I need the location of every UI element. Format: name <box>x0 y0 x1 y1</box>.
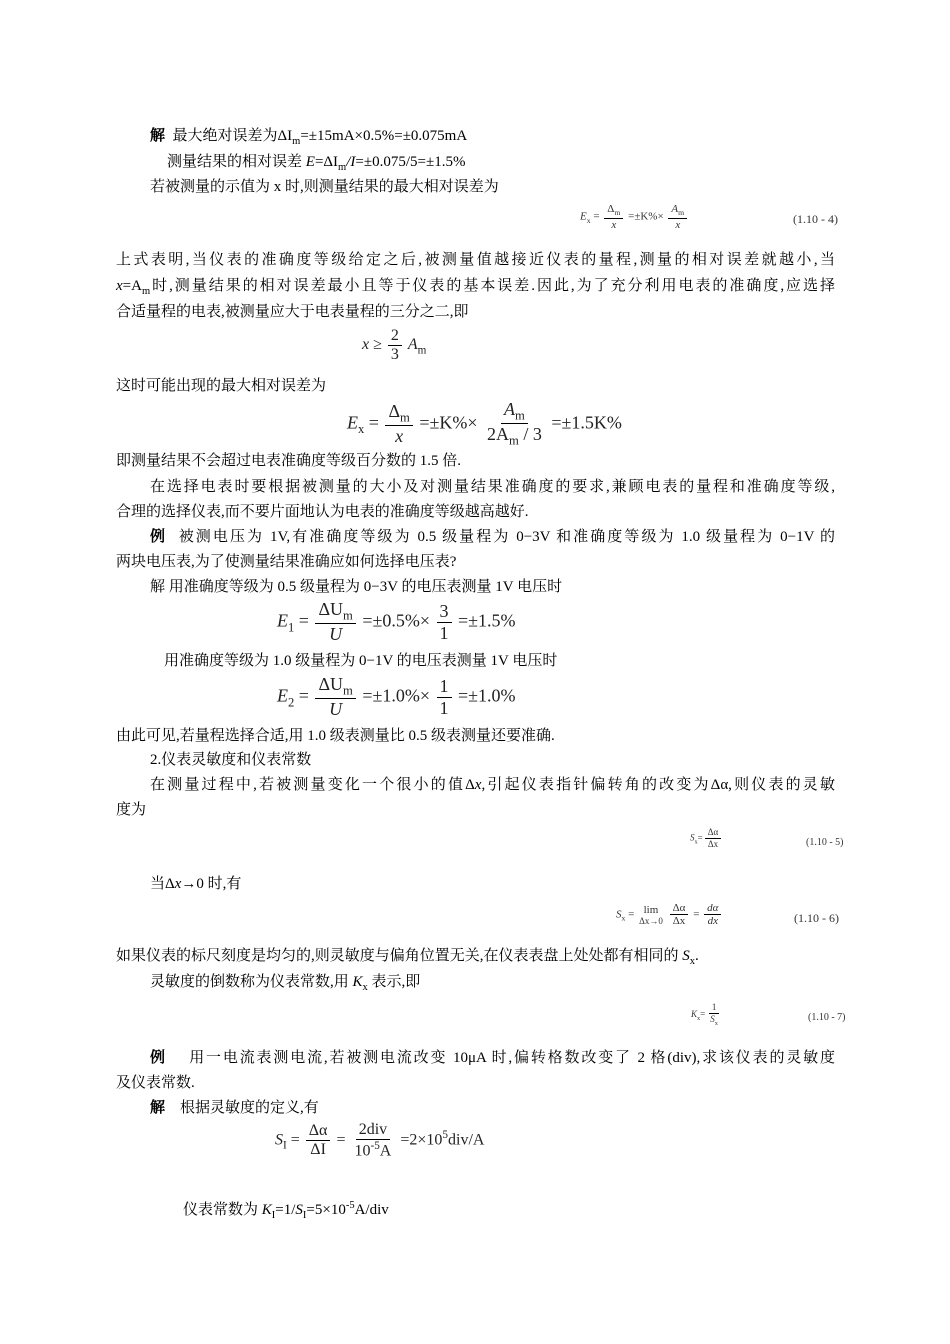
sub: I <box>271 1210 276 1221</box>
eq-den: 3 <box>390 345 399 363</box>
example-line <box>150 1048 835 1068</box>
eq-sign: = <box>700 1009 706 1020</box>
eq-den: x <box>675 218 681 231</box>
eq-num: Δα <box>705 828 722 839</box>
eq-rhs: div/A <box>448 1131 485 1149</box>
sub: x <box>689 956 696 967</box>
sub: m <box>292 136 301 147</box>
text: →0 时,有 <box>181 876 242 892</box>
eq-den: A <box>379 1141 392 1159</box>
eq-den: S <box>710 1013 715 1024</box>
text: =ΔI <box>314 154 339 170</box>
text: =±15mA×0.5%=±0.075mA <box>300 128 468 144</box>
eq-fraction <box>670 902 689 928</box>
example-label: 例 <box>150 529 168 545</box>
eq-fraction <box>604 203 623 231</box>
eq-num: 1 <box>709 1003 720 1014</box>
eq-sub: m <box>400 410 410 425</box>
eq-num: dα <box>707 902 719 914</box>
eq-sign: = <box>628 908 635 921</box>
example-label: 例 <box>150 1050 167 1066</box>
eq-fraction <box>315 675 355 720</box>
text: 测量结果的相对误差 <box>167 154 306 170</box>
eq-den: dx <box>707 915 718 928</box>
eq-sub: I <box>283 1139 287 1152</box>
eq-sup: -5 <box>370 1139 380 1152</box>
eq-symbol: K <box>691 1009 698 1020</box>
paragraph-line <box>116 276 835 302</box>
var: x <box>116 278 123 294</box>
eq-sub: m <box>509 434 519 449</box>
eq-num: 2div <box>356 1121 390 1140</box>
eq-fraction <box>707 1003 721 1027</box>
eq-sign: = <box>298 610 309 631</box>
text: =1/ <box>275 1202 296 1218</box>
eq-num: Δ <box>388 400 401 421</box>
eq-num: Δα <box>306 1122 331 1141</box>
eq-rhs: =±1.5% <box>458 610 516 631</box>
eq-middle: =±K%× <box>419 412 478 433</box>
paragraph-line: 及仪表常数. <box>116 1075 195 1091</box>
eq-num: A <box>504 399 516 419</box>
eq-num: 1 <box>437 677 452 698</box>
eq-sign: = <box>298 685 309 706</box>
eq-symbol: E <box>277 685 288 706</box>
text: 在测量过程中,若被测量变化一个很小的值Δ <box>150 777 475 793</box>
eq-sub: x <box>697 1014 701 1022</box>
eq-middle: =±1.0%× <box>362 685 431 706</box>
eq-sub: m <box>343 683 353 698</box>
eq-sign: = <box>693 908 700 921</box>
eq-den: U <box>329 624 343 645</box>
eq-rhs: A <box>407 336 418 354</box>
eq-symbol: E <box>347 412 358 433</box>
eq-sub: m <box>678 208 685 218</box>
paragraph-line <box>116 946 699 972</box>
sup: -5 <box>345 1200 355 1211</box>
eq-sub: x <box>621 913 626 923</box>
paragraph-line: 度为 <box>116 802 147 818</box>
equation-e2 <box>277 675 516 720</box>
sub: m <box>141 286 151 297</box>
text: 时,测量结果的相对误差最小且等于仪表的基本误差.因此,为了充分利用电表的准确度,应选择 <box>150 278 835 294</box>
eq-sign: = <box>368 412 379 433</box>
equation-number: (1.10 - 4) <box>793 212 838 226</box>
eq-sup: 5 <box>442 1129 448 1141</box>
equation-e1 <box>277 600 516 645</box>
eq-lim-sub: Δx→0 <box>639 915 663 926</box>
paragraph-line: 若被测量的示值为 x 时,则测量结果的最大相对误差为 <box>150 179 499 195</box>
paragraph-line <box>150 874 241 894</box>
text: ,引起仪表指针偏转角的改变为Δα,则仪表的灵敏 <box>481 777 835 793</box>
text: 仪表常数为 <box>183 1202 262 1218</box>
eq-limit <box>639 904 663 926</box>
eq-rhs: =2×10 <box>400 1131 443 1149</box>
eq-sub: 1 <box>288 620 295 635</box>
eq-rhs: =±1.5K% <box>551 412 622 433</box>
paragraph-line <box>150 775 835 795</box>
eq-den: / 3 <box>518 424 542 445</box>
text: 当Δ <box>150 876 175 892</box>
var: x <box>474 777 482 793</box>
instrument-constant-line <box>183 1196 389 1226</box>
eq-fraction <box>484 400 545 449</box>
var: E <box>305 154 315 170</box>
var: S <box>682 948 690 964</box>
var: K <box>261 1202 272 1218</box>
paragraph-line: 在选择电表时要根据被测量的大小及对测量结果准确度的要求,兼顾电表的量程和准确度等级, <box>150 479 835 495</box>
example-line <box>150 527 835 547</box>
paragraph-line: 两块电压表,为了使测量结果准确应如何选择电压表? <box>116 554 457 570</box>
text: =5×10 <box>306 1202 346 1218</box>
paragraph-line: 这时可能出现的最大相对误差为 <box>116 378 327 394</box>
solution-line-1 <box>150 126 467 152</box>
eq-rhs: =±1.0% <box>458 685 516 706</box>
equation-number: (1.10 - 5) <box>806 837 844 848</box>
equation-number: (1.10 - 7) <box>808 1012 846 1023</box>
eq-symbol: S <box>275 1131 283 1149</box>
solution-label: 解 <box>150 1100 166 1116</box>
eq-fraction <box>705 828 722 849</box>
eq-den: 1 <box>439 697 449 718</box>
paragraph-line: 用准确度等级为 1.0 级量程为 0−1V 的电压表测量 1V 电压时 <box>164 653 558 669</box>
eq-den: U <box>329 699 343 720</box>
eq-den: 1 <box>439 622 449 643</box>
text: =±0.075/5=±1.5% <box>355 154 466 170</box>
paragraph-line: 合适量程的电表,被测量应大于电表量程的三分之二,即 <box>116 304 469 320</box>
eq-sub: x <box>694 838 698 846</box>
eq-lim: lim <box>643 903 659 916</box>
text: 表示,即 <box>367 974 421 990</box>
eq-den: 10 <box>354 1141 371 1159</box>
eq-sign: = <box>697 832 703 843</box>
paragraph-line: 合理的选择仪表,而不要片面地认为电表的准确度等级越高越好. <box>116 504 529 520</box>
eq-num: ΔU <box>318 599 344 619</box>
section-heading: 2.仪表灵敏度和仪表常数 <box>150 752 312 768</box>
eq-fraction <box>668 203 687 231</box>
equation-threshold <box>362 327 426 364</box>
eq-num: A <box>671 203 679 215</box>
eq-den: x <box>395 426 404 447</box>
text: 如果仪表的标尺刻度是均匀的,则灵敏度与偏角位置无关,在仪表表盘上处处都有相同的 <box>116 948 683 964</box>
eq-middle: =±0.5%× <box>362 610 431 631</box>
equation-number: (1.10 - 6) <box>794 911 839 925</box>
eq-symbol: S <box>690 832 695 843</box>
sub: m <box>338 162 347 173</box>
var: K <box>352 974 363 990</box>
eq-sub: 2 <box>288 695 295 710</box>
eq-middle: =±K%× <box>628 210 664 223</box>
eq-symbol: S <box>616 908 622 921</box>
relative-error-line <box>167 152 465 178</box>
eq-fraction <box>388 327 402 364</box>
solution-line <box>150 1098 319 1118</box>
eq-num: Δα <box>670 902 689 915</box>
text: 最大绝对误差为ΔI <box>172 128 293 144</box>
equation-1-10-7 <box>691 1003 723 1027</box>
eq-fraction <box>306 1122 331 1159</box>
text: 用一电流表测电流,若被测电流改变 10μA 时,偏转格数改变了 2 格(div),求该仪表的灵敏度 <box>189 1050 835 1066</box>
eq-den: Δx <box>707 838 719 849</box>
var: x <box>174 876 182 892</box>
eq-fraction <box>315 600 355 645</box>
text: =A <box>122 278 142 294</box>
eq-sub: x <box>586 215 591 225</box>
eq-fraction <box>704 902 721 928</box>
paragraph-line: 由此可见,若量程选择合适,用 1.0 级表测量比 0.5 级表测量还要准确. <box>116 728 555 744</box>
var: /I <box>346 154 356 170</box>
eq-sub: m <box>417 344 427 357</box>
equation-1-10-4: $E_x$ = $\frac{\Delta_m}{x}$ =±K%× $\frac{A_m}{x}$ <box>580 203 689 231</box>
paragraph-line: 即测量结果不会超过电表准确度等级百分数的 1.5 倍. <box>116 453 462 469</box>
eq-sign: = <box>336 1131 346 1149</box>
eq-sign: = <box>290 1131 300 1149</box>
eq-sub: m <box>515 408 525 423</box>
text: 根据灵敏度的定义,有 <box>180 1100 319 1116</box>
eq-num: 3 <box>437 602 452 623</box>
text: A/div <box>354 1202 389 1218</box>
eq-den: x <box>611 218 617 231</box>
text: . <box>695 948 699 964</box>
equation-max-relative-error <box>347 400 622 449</box>
eq-sub: x <box>358 421 365 436</box>
eq-symbol: E <box>277 610 288 631</box>
paragraph-line: 上式表明,当仪表的准确度等级给定之后,被测量值越接近仪表的量程,测量的相对误差就越小,当 <box>116 252 835 268</box>
eq-lhs: x ≥ <box>362 336 382 354</box>
eq-den: Δx <box>672 915 686 928</box>
eq-num: 2 <box>388 327 402 346</box>
solution-label: 解 <box>150 128 166 144</box>
eq-num: Δ <box>607 203 615 215</box>
sub: I <box>302 1210 307 1221</box>
equation-1-10-5 <box>690 828 723 849</box>
eq-fraction <box>437 602 452 643</box>
text: 灵敏度的倒数称为仪表常数,用 <box>150 974 353 990</box>
sub: x <box>362 982 368 993</box>
eq-fraction <box>437 677 452 718</box>
eq-symbol: E <box>580 210 587 223</box>
equation-sensitivity <box>275 1121 484 1160</box>
text: 被测电压为 1V,有准确度等级为 0.5 级量程为 0−3V 和准确度等级为 1.0 级量程为 0−1V 的 <box>178 529 835 545</box>
eq-den: ΔI <box>310 1140 326 1158</box>
equation-1-10-6 <box>616 902 723 928</box>
paragraph-line: 解 用准确度等级为 0.5 级量程为 0−3V 的电压表测量 1V 电压时 <box>150 579 563 595</box>
eq-fraction <box>385 402 412 447</box>
eq-den: 2A <box>487 424 510 445</box>
eq-sub: m <box>614 208 621 218</box>
eq-sub: x <box>714 1019 718 1027</box>
paragraph-line <box>150 972 420 998</box>
eq-fraction <box>351 1121 394 1160</box>
eq-num: ΔU <box>318 674 344 694</box>
var: S <box>295 1202 303 1218</box>
eq-sub: m <box>343 608 353 623</box>
